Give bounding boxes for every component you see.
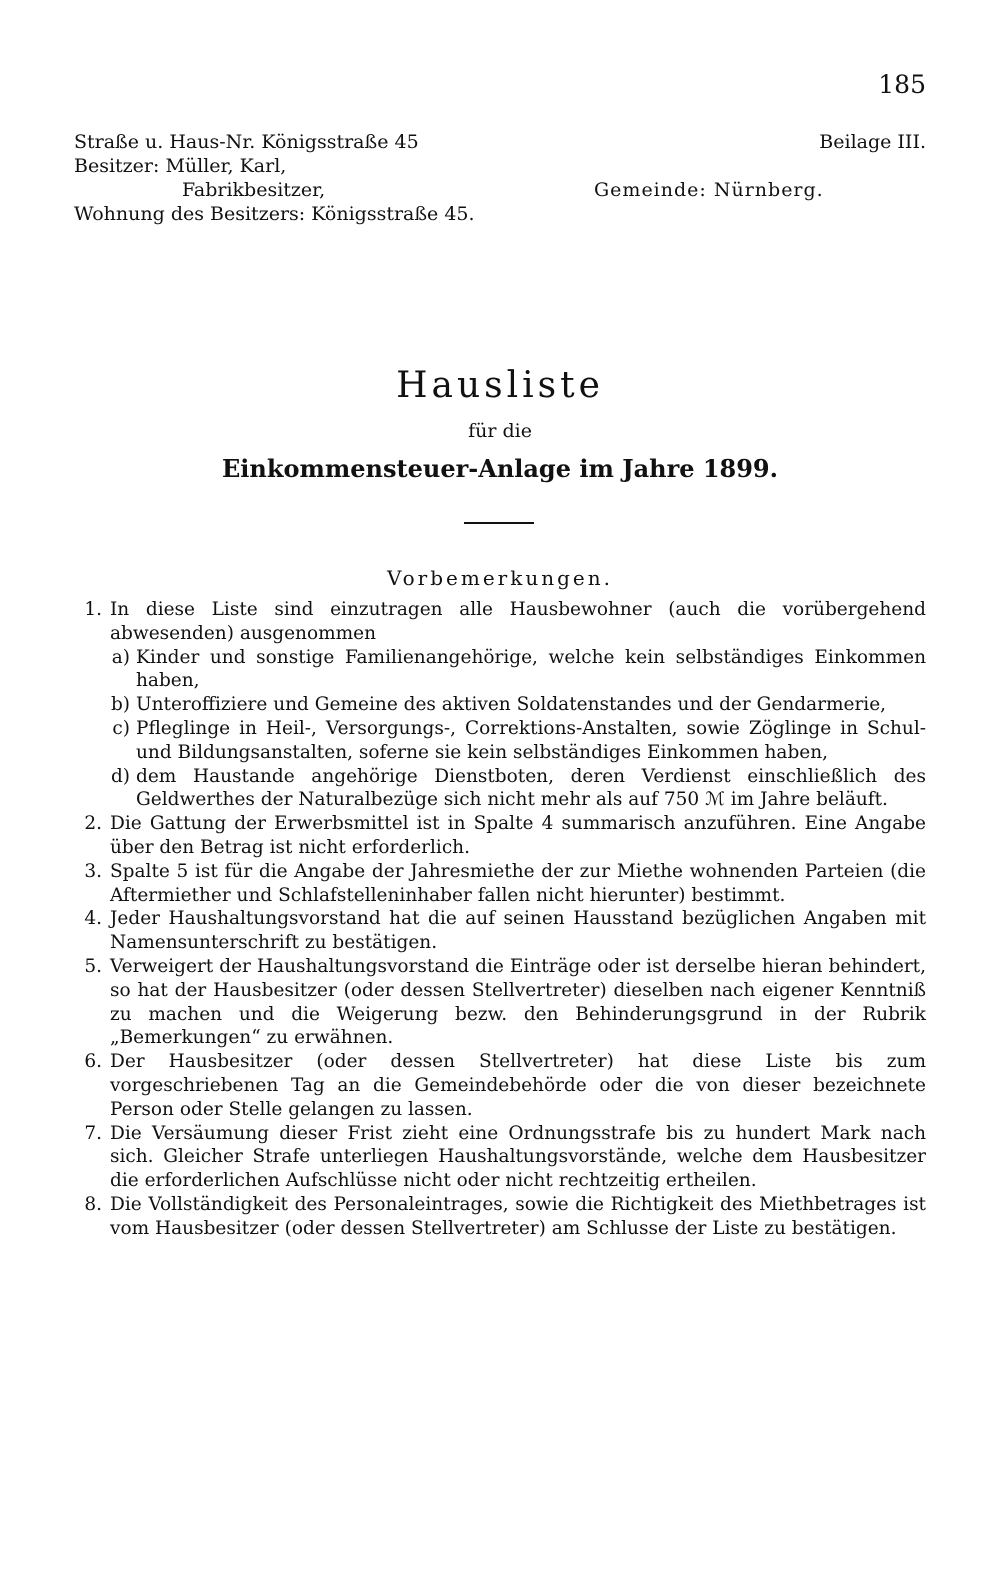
page-title: Hausliste [396,365,604,406]
note-text: Jeder Haushaltungsvorstand hat die auf seinen Hausstand bezüglichen Angaben mit Namensunterschrift zu bestätigen. [110,908,926,954]
note-text: Die Versäumung dieser Frist zieht eine Ordnungsstrafe bis zu hundert Mark nach sich. Gleicher Strafe unterliegen Haushaltungsvorstände, welche dem Hausbesitzer die erforderlichen Aufschlüsse nicht oder nicht rechtzeitig ertheilen. [110,1122,926,1192]
subitem-text: Unteroffiziere und Gemeine des aktiven Soldatenstandes und der Gendarmerie, [136,694,887,716]
owner-line: Besitzer: Müller, Karl, [74,155,287,177]
property-info [74,130,594,226]
note-subitem [74,717,926,765]
subitem-label: c) [112,717,130,739]
owner-occupation: Fabrikbesitzer, [182,179,326,201]
note-number: 3. [84,860,102,882]
note-item [74,812,926,860]
notes-heading: Vorbemerkungen. [387,566,613,590]
note-number: 8. [84,1193,102,1215]
note-text: Die Vollständigkeit des Personaleintrages, sowie die Richtigkeit des Miethbetrages ist vom Hausbesitzer (oder dessen Stellvertreter) am Schlusse der Liste zu bestätigen. [110,1193,926,1239]
note-subitem [74,693,926,717]
municipality-label: Gemeinde: Nürnberg. [594,179,824,201]
note-text: Verweigert der Haushaltungsvorstand die Einträge oder ist derselbe hieran behindert, so hat der Hausbesitzer (oder dessen Stellvertreter) dieselben nach eigener Kenntniß zu machen und die Weigerung bezw. den Behinderungsgrund in der Rubrik „Bemerkungen“ zu erwähnen. [110,955,926,1049]
note-text: Spalte 5 ist für die Angabe der Jahresmiethe der zur Miethe wohnenden Parteien (die Aftermiether und Schlafstelleninhaber fallen nicht hierunter) bestimmt. [110,860,926,906]
note-item [74,955,926,1050]
note-number: 2. [84,813,102,835]
note-text: Die Gattung der Erwerbsmittel ist in Spalte 4 summarisch anzuführen. Eine Angabe über den Betrag ist nicht erforderlich. [110,813,926,858]
owner-residence: Wohnung des Besitzers: Königsstraße 45. [74,203,475,225]
note-subitem [74,646,926,694]
subitem-text: Kinder und sonstige Familienangehörige, welche kein selbständiges Einkommen haben, [136,646,926,692]
note-text: Der Hausbesitzer (oder dessen Stellvertreter) hat diese Liste bis zum vorgeschriebenen Tag an die Gemeindebehörde oder die von dieser bezeichnete Person oder Stelle gelangen zu lassen. [110,1051,926,1120]
note-number: 7. [84,1122,102,1144]
subitem-label: a) [111,646,130,668]
note-number: 5. [84,955,102,977]
note-item [74,1050,926,1121]
note-number: 6. [84,1051,102,1073]
note-number: 1. [84,599,102,620]
supplement-label: Beilage III. [819,131,926,153]
subitem-text: dem Haustande angehörige Dienstboten, deren Verdienst einschließlich des Geldwerthes der Naturalbezüge sich nicht mehr als auf 750 ℳ im Jahre beläuft. [136,765,926,811]
note-number: 4. [84,908,102,930]
title-for: für die [468,420,532,442]
note-item [74,860,926,908]
note-text: In diese Liste sind einzutragen alle Hausbewohner (auch die vorübergehend abwesenden) ausgenommen [110,599,926,644]
note-item [74,907,926,955]
page-number: 185 [878,70,926,99]
divider [464,522,534,524]
street-line: Straße u. Haus-Nr. Königsstraße 45 [74,131,419,153]
note-item [74,598,926,646]
subitem-label: d) [110,765,130,787]
note-item [74,1122,926,1193]
note-item [74,1193,926,1241]
page-subtitle: Einkommensteuer-Anlage im Jahre 1899. [222,454,778,483]
notes-list [74,598,926,1241]
note-subitem [74,765,926,813]
subitem-label: b) [110,694,130,716]
title-block [0,365,1000,483]
subitem-text: Pfleglinge in Heil-, Versorgungs-, Correktions-Anstalten, sowie Zöglinge in Schul- und Bildungsanstalten, soferne sie kein selbständiges Einkommen haben, [136,717,926,763]
